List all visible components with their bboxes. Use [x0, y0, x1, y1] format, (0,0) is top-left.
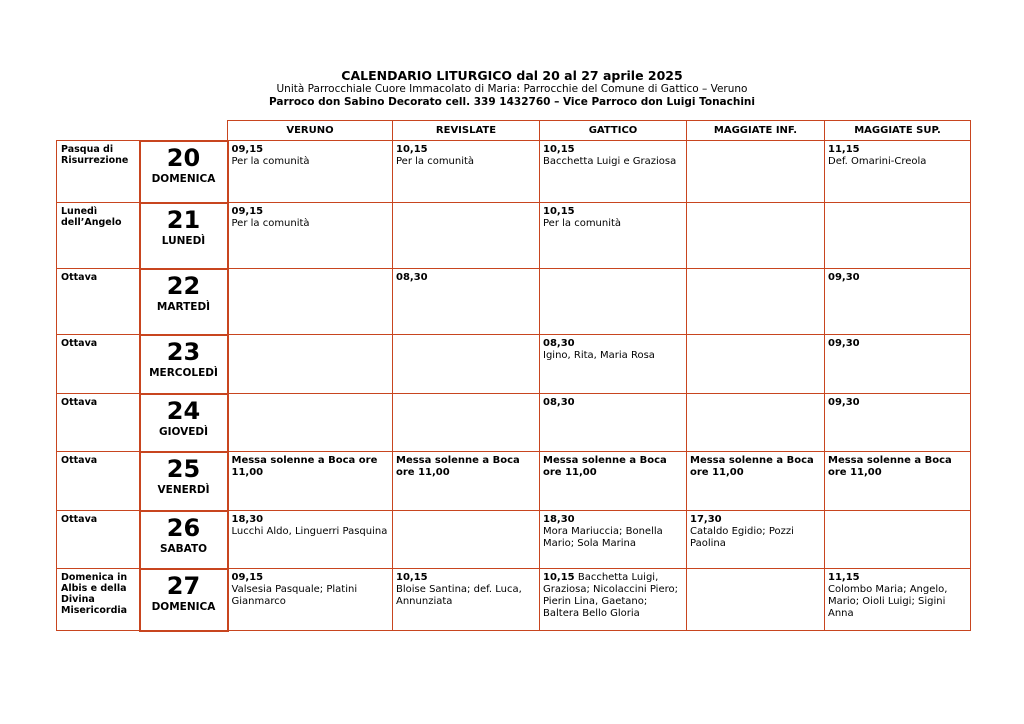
mass-cell: [540, 452, 687, 511]
mass-intention: Cataldo Egidio; Pozzi Paolina: [690, 526, 794, 549]
liturgical-label: Pasqua di Risurrezione: [57, 141, 140, 203]
mass-intention: Per la comunità: [543, 218, 622, 229]
day-cell: [140, 511, 228, 569]
weekday-name: SABATO: [159, 542, 208, 555]
column-header: MAGGIATE SUP.: [825, 121, 971, 141]
mass-cell: [687, 335, 825, 394]
mass-time: 11,15: [828, 144, 860, 155]
mass-cell: [393, 269, 540, 335]
mass-time: Messa solenne a Boca ore 11,00: [231, 455, 378, 478]
day-cell: [140, 394, 228, 452]
mass-cell: [540, 141, 687, 203]
mass-cell: [393, 511, 540, 569]
mass-cell: [540, 269, 687, 335]
mass-time: 09,30: [828, 272, 860, 283]
mass-cell: [825, 452, 971, 511]
day-number: 27: [166, 571, 201, 600]
mass-intention: Bloise Santina; def. Luca, Annunziata: [396, 584, 522, 607]
mass-cell: [228, 335, 393, 394]
mass-cell: [825, 569, 971, 631]
mass-cell: [228, 394, 393, 452]
mass-cell: [228, 269, 393, 335]
day-number: 20: [166, 143, 201, 172]
mass-cell: [825, 269, 971, 335]
mass-cell: [687, 511, 825, 569]
day-cell: [140, 269, 228, 335]
document-header: [0, 68, 1024, 109]
mass-time: 18,30: [543, 514, 575, 525]
mass-cell: [825, 203, 971, 269]
mass-time: 10,15: [543, 206, 575, 217]
weekday-name: MERCOLEDÌ: [149, 366, 218, 379]
mass-cell: [825, 335, 971, 394]
weekday-name: LUNEDÌ: [161, 234, 206, 247]
mass-time: 11,15: [828, 572, 860, 583]
mass-cell: [228, 569, 393, 631]
day-cell: [140, 203, 228, 269]
mass-time: 10,15: [396, 572, 428, 583]
table-row: [57, 569, 971, 631]
mass-intention: Per la comunità: [396, 156, 475, 167]
mass-cell: [393, 141, 540, 203]
mass-time: 18,30: [231, 514, 264, 525]
page-subtitle: Unità Parrocchiale Cuore Immacolato di Maria: Parrocchie del Comune di Gattico – Veruno: [276, 83, 748, 95]
page-title: CALENDARIO LITURGICO dal 20 al 27 aprile 2025: [341, 68, 683, 83]
mass-intention: Valsesia Pasquale; Platini Gianmarco: [231, 584, 358, 607]
weekday-name: VENERDÌ: [157, 483, 210, 496]
mass-cell: [687, 569, 825, 631]
mass-cell: [540, 203, 687, 269]
mass-cell: [540, 511, 687, 569]
liturgical-label: Ottava: [57, 452, 140, 511]
table-row: [57, 394, 971, 452]
mass-intention: Mora Mariuccia; Bonella Mario; Sola Marina: [543, 526, 663, 549]
table-row: [57, 452, 971, 511]
day-cell: [140, 452, 228, 511]
mass-cell: [687, 394, 825, 452]
table-row: [57, 269, 971, 335]
mass-time: 08,30: [543, 397, 575, 408]
weekday-name: GIOVEDÌ: [158, 425, 209, 438]
mass-intention: Lucchi Aldo, Linguerri Pasquina: [231, 526, 388, 537]
mass-time: Messa solenne a Boca ore 11,00: [396, 455, 520, 478]
mass-cell: [687, 269, 825, 335]
mass-cell: [687, 452, 825, 511]
mass-cell: [540, 394, 687, 452]
mass-cell: [687, 203, 825, 269]
liturgical-calendar-table: [56, 120, 971, 632]
mass-time: 09,30: [828, 397, 860, 408]
calendar-body: [57, 141, 971, 631]
day-number: 25: [166, 454, 201, 483]
mass-time: 08,30: [396, 272, 428, 283]
mass-cell: [825, 511, 971, 569]
mass-intention: Per la comunità: [231, 218, 310, 229]
mass-cell: [393, 394, 540, 452]
mass-cell: [228, 203, 393, 269]
header-blank: [57, 121, 228, 141]
day-number: 23: [166, 337, 201, 366]
mass-cell: [228, 511, 393, 569]
table-row: [57, 335, 971, 394]
liturgical-label: Domenica in Albis e della Divina Misericordia: [57, 569, 140, 631]
day-number: 26: [166, 513, 201, 542]
mass-entry: [543, 572, 683, 620]
mass-cell: [393, 569, 540, 631]
mass-time: 10,15: [543, 144, 575, 155]
mass-time: Messa solenne a Boca ore 11,00: [690, 455, 814, 478]
mass-cell: [393, 452, 540, 511]
mass-time: Messa solenne a Boca ore 11,00: [828, 455, 952, 478]
liturgical-label: Ottava: [57, 511, 140, 569]
mass-cell: [687, 141, 825, 203]
column-header: VERUNO: [228, 121, 393, 141]
mass-intention: Bacchetta Luigi e Graziosa: [543, 156, 677, 167]
mass-intention: Colombo Maria; Angelo, Mario; Oioli Luigi; Sigini Anna: [828, 584, 948, 619]
liturgical-label: Ottava: [57, 335, 140, 394]
mass-cell: [540, 335, 687, 394]
day-cell: [140, 141, 228, 203]
mass-intention: Bacchetta Luigi, Graziosa; Nicolaccini Piero; Pierin Lina, Gaetano; Baltera Bello Gloria: [543, 572, 678, 619]
header-row: [57, 121, 971, 141]
mass-time: 17,30: [690, 514, 722, 525]
mass-intention: Igino, Rita, Maria Rosa: [543, 350, 655, 361]
mass-time: 09,15: [231, 206, 264, 217]
mass-cell: [825, 141, 971, 203]
weekday-name: MARTEDÌ: [156, 300, 211, 313]
mass-time: 09,30: [828, 338, 860, 349]
mass-intention: Def. Omarini-Creola: [828, 156, 927, 167]
weekday-name: DOMENICA: [151, 600, 216, 613]
table-row: [57, 511, 971, 569]
mass-time: 10,15: [543, 572, 575, 583]
day-cell: [140, 335, 228, 394]
liturgical-label: Ottava: [57, 269, 140, 335]
liturgical-label: Ottava: [57, 394, 140, 452]
mass-cell: [393, 335, 540, 394]
mass-intention: Per la comunità: [231, 156, 310, 167]
table-row: [57, 141, 971, 203]
mass-cell: [825, 394, 971, 452]
mass-time: 10,15: [396, 144, 428, 155]
column-header: MAGGIATE INF.: [687, 121, 825, 141]
mass-cell: [228, 141, 393, 203]
mass-time: 09,15: [231, 144, 264, 155]
day-number: 24: [166, 396, 201, 425]
pastor-info: Parroco don Sabino Decorato cell. 339 1432760 – Vice Parroco don Luigi Tonachini: [268, 96, 756, 108]
mass-time: 08,30: [543, 338, 575, 349]
mass-time: Messa solenne a Boca ore 11,00: [543, 455, 667, 478]
column-header: GATTICO: [540, 121, 687, 141]
mass-time: 09,15: [231, 572, 264, 583]
day-number: 22: [166, 271, 201, 300]
day-cell: [140, 569, 228, 631]
table-row: [57, 203, 971, 269]
liturgical-label: Lunedì dell’Angelo: [57, 203, 140, 269]
mass-cell: [393, 203, 540, 269]
column-header: REVISLATE: [393, 121, 540, 141]
day-number: 21: [166, 205, 201, 234]
weekday-name: DOMENICA: [151, 172, 216, 185]
mass-cell: [540, 569, 687, 631]
mass-cell: [228, 452, 393, 511]
